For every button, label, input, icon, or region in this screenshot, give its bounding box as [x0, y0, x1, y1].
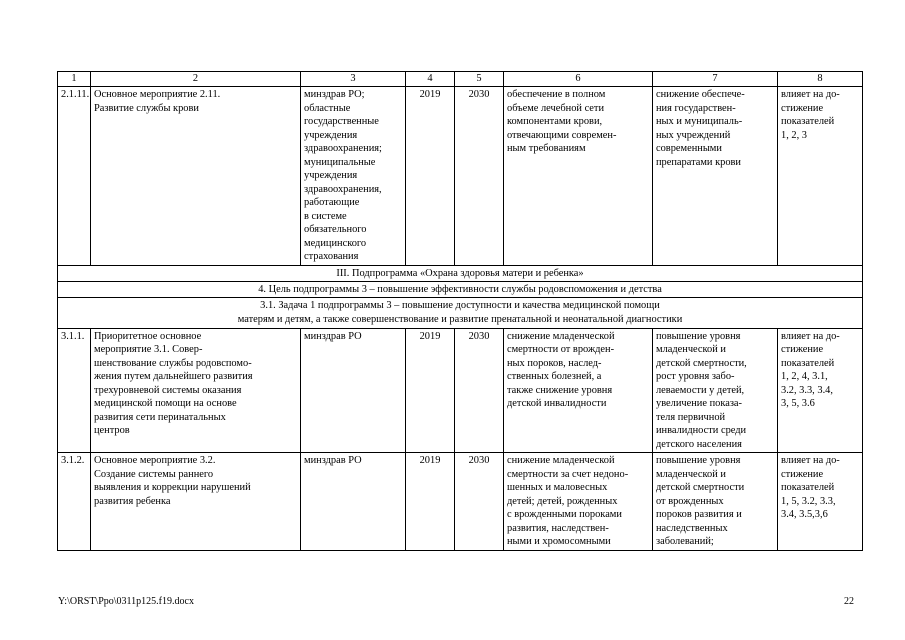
end-year: 2030: [455, 87, 504, 266]
measures-table: [57, 71, 863, 551]
indicator-link: влияет на до- стижение показателей 1, 5, 3.2, 3.3, 3.4, 3.5,3,6: [778, 453, 863, 551]
file-path: Y:\ORST\Ppo\0311p125.f19.docx: [58, 596, 194, 607]
measure-name: Приоритетное основное мероприятие 3.1. Совер- шенствование службы родовспомо- жения путем дальнейшего развития трехуровневой системы оказания медицинской помощи на основе развития сети перинатальных центров: [91, 328, 301, 453]
executor: минздрав РО: [301, 328, 406, 453]
measure-name: Основное мероприятие 3.2. Создание системы раннего выявления и коррекции нарушений развития ребенка: [91, 453, 301, 551]
end-year: 2030: [455, 328, 504, 453]
end-year: 2030: [455, 453, 504, 551]
indicator-link: влияет на до- стижение показателей 1, 2, 3: [778, 87, 863, 266]
start-year: 2019: [406, 453, 455, 551]
subprogram-title: III. Подпрограмма «Охрана здоровья матери и ребенка»: [58, 265, 863, 281]
section-row: [58, 281, 863, 297]
header-row: [58, 72, 863, 87]
header-col-7: 7: [653, 72, 778, 87]
header-col-2: 2: [91, 72, 301, 87]
executor: минздрав РО; областные государственные учреждения здравоохранения; муниципальные учреждения здравоохранения, работающие в системе обязательного медицинского страхования: [301, 87, 406, 266]
subprogram-task: 3.1. Задача 1 подпрограммы 3 – повышение доступности и качества медицинской помощи матерям и детям, а также совершенствование и развитие пренатальной и неонатальной диагностики: [58, 297, 863, 328]
header-col-4: 4: [406, 72, 455, 87]
table-row: [58, 453, 863, 551]
non-implementation-consequence: повышение уровня младенческой и детской смертности, рост уровня забо- леваемости у детей, увеличение показа- теля первичной инвалидности среди детского населения: [653, 328, 778, 453]
non-implementation-consequence: повышение уровня младенческой и детской смертности от врожденных пороков развития и наследственных заболеваний;: [653, 453, 778, 551]
non-implementation-consequence: снижение обеспече- ния государствен- ных и муниципаль- ных учреждений современными препаратами крови: [653, 87, 778, 266]
page-number: 22: [844, 596, 854, 607]
header-col-3: 3: [301, 72, 406, 87]
start-year: 2019: [406, 87, 455, 266]
row-number: 2.1.11.: [58, 87, 91, 266]
row-number: 3.1.2.: [58, 453, 91, 551]
table-row: [58, 87, 863, 266]
section-row: [58, 297, 863, 328]
table-row: [58, 328, 863, 453]
expected-result: обеспечение в полном объеме лечебной сети компонентами крови, отвечающими современ- ным требованиям: [504, 87, 653, 266]
header-col-1: 1: [58, 72, 91, 87]
indicator-link: влияет на до- стижение показателей 1, 2, 4, 3.1, 3.2, 3.3, 3.4, 3, 5, 3.6: [778, 328, 863, 453]
header-col-6: 6: [504, 72, 653, 87]
header-col-8: 8: [778, 72, 863, 87]
start-year: 2019: [406, 328, 455, 453]
header-col-5: 5: [455, 72, 504, 87]
executor: минздрав РО: [301, 453, 406, 551]
expected-result: снижение младенческой смертности от врожден- ных пороков, наслед- ственных болезней, а также снижение уровня детской инвалидности: [504, 328, 653, 453]
measure-name: Основное мероприятие 2.11. Развитие службы крови: [91, 87, 301, 266]
expected-result: снижение младенческой смертности за счет недоно- шенных и маловесных детей; детей, рожденных с врожденными пороками развития, наследствен- ными и хромосомными: [504, 453, 653, 551]
subprogram-goal: 4. Цель подпрограммы 3 – повышение эффективности службы родовспоможения и детства: [58, 281, 863, 297]
row-number: 3.1.1.: [58, 328, 91, 453]
section-row: [58, 265, 863, 281]
